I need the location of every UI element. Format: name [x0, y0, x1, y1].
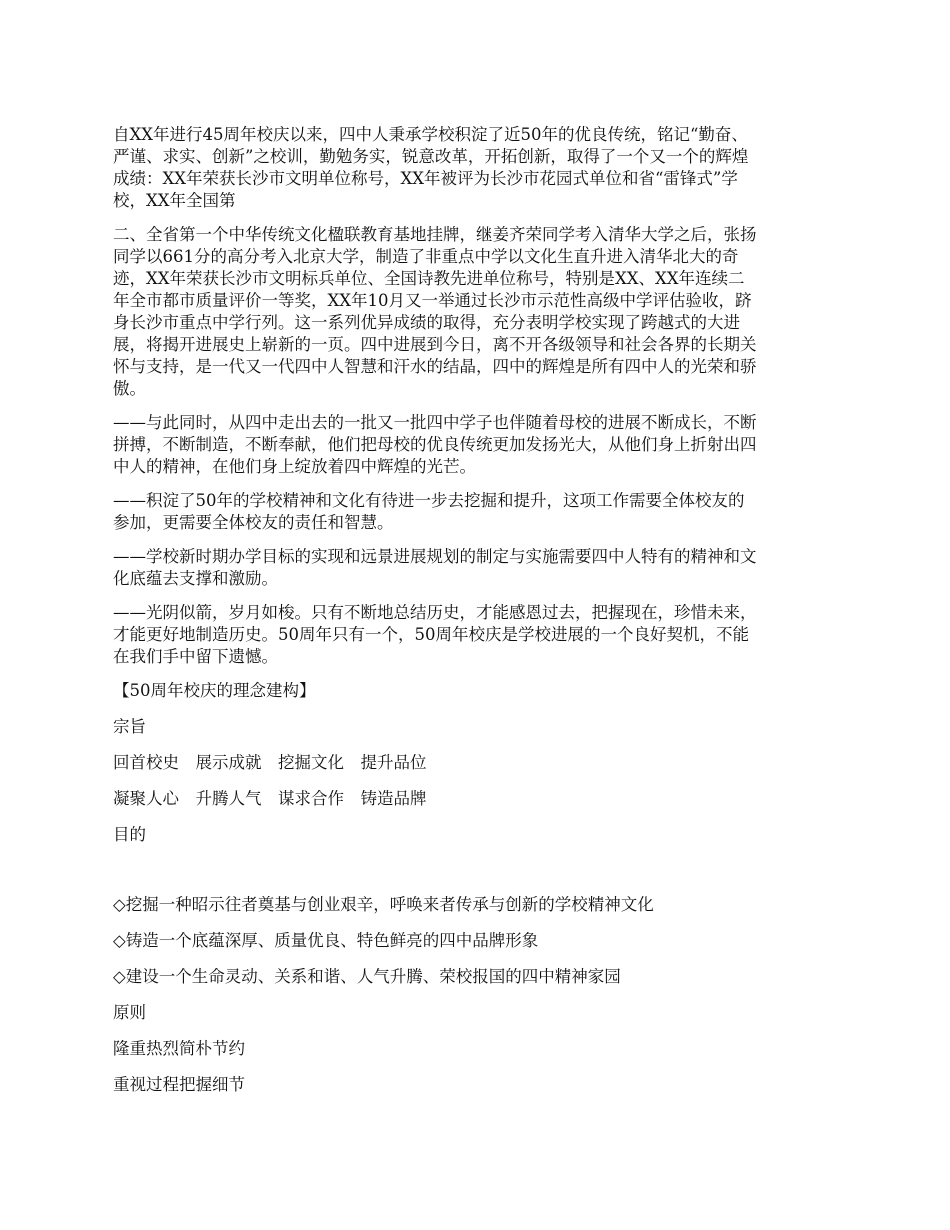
text-line: 严谨、求实、创新”之校训，勤勉务实，锐意改革，开拓创新，取得了一个又一个的辉煌: [113, 147, 749, 166]
text-line: 傲。: [113, 379, 146, 398]
purpose-line: 回首校史 展示成就 挖掘文化 提升品位: [113, 753, 427, 772]
goal-item: ◇建设一个生命灵动、关系和谐、人气升腾、荣校报国的四中精神家园: [113, 967, 621, 986]
text-line: 展，将揭开进展史上崭新的一页。四中进展到今日，离不开各级领导和社会各界的长期关: [113, 335, 757, 354]
text-line: 迹，XX年荣获长沙市文明标兵单位、全国诗教先进单位称号，特别是XX、XX年连续二: [113, 269, 745, 288]
purpose-heading: 宗旨: [113, 717, 146, 736]
paragraph-anniversary-history: [113, 124, 841, 212]
text-line: 中人的精神，在他们身上绽放着四中辉煌的光芒。: [113, 457, 476, 476]
paragraph-alumni: [113, 412, 841, 478]
document-page: [113, 124, 841, 1096]
text-line: 自XX年进行45周年校庆以来，四中人秉承学校积淀了近50年的优良传统，铭记“勤奋、: [113, 125, 748, 144]
principle-item: 重视过程把握细节: [113, 1075, 245, 1094]
section-title: 【50周年校庆的理念建构】: [113, 681, 316, 700]
paragraph-goals-planning: [113, 546, 841, 590]
text-line: 参加，更需要全体校友的责任和智慧。: [113, 513, 394, 532]
text-line: 才能更好地制造历史。50周年只有一个，50周年校庆是学校进展的一个良好契机，不能: [113, 625, 749, 644]
text-line: 同学以661分的高分考入北京大学，制造了非重点中学以文化生直升进入清华北大的奇: [113, 247, 739, 266]
purpose-line: 凝聚人心 升腾人气 谋求合作 铸造品牌: [113, 789, 427, 808]
text-line: ——与此同时，从四中走出去的一批又一批四中学子也伴随着母校的进展不断成长，不断: [113, 413, 757, 432]
text-line: 在我们手中留下遗憾。: [113, 647, 278, 666]
text-line: 成绩：XX年荣获长沙市文明单位称号，XX年被评为长沙市花园式单位和省“雷锋式”学: [113, 169, 738, 188]
paragraph-opportunity: [113, 602, 841, 668]
text-line: ——积淀了50年的学校精神和文化有待进一步去挖掘和提升，这项工作需要全体校友的: [113, 491, 745, 510]
text-line: ——光阴似箭，岁月如梭。只有不断地总结历史，才能感恩过去，把握现在，珍惜未来，: [113, 603, 757, 622]
goal-heading: 目的: [113, 825, 146, 844]
text-line: ——学校新时期办学目标的实现和远景进展规划的制定与实施需要四中人特有的精神和文: [113, 547, 757, 566]
paragraph-culture: [113, 490, 841, 534]
paragraph-achievements: [113, 224, 841, 400]
text-line: 化底蕴去支撑和激励。: [113, 569, 278, 588]
goal-item: ◇铸造一个底蕴深厚、质量优良、特色鲜亮的四中品牌形象: [113, 931, 539, 950]
principle-heading: 原则: [113, 1003, 146, 1022]
text-line: 年全市都市质量评价一等奖，XX年10月又一举通过长沙市示范性高级中学评估验收，跻: [113, 291, 752, 310]
text-line: 校，XX年全国第: [113, 191, 236, 210]
text-line: 二、全省第一个中华传统文化楹联教育基地挂牌，继姜齐荣同学考入清华大学之后，张扬: [113, 225, 757, 244]
text-line: 拼搏，不断制造，不断奉献，他们把母校的优良传统更加发扬光大，从他们身上折射出四: [113, 435, 757, 454]
text-line: 怀与支持，是一代又一代四中人智慧和汗水的结晶，四中的辉煌是所有四中人的光荣和骄: [113, 357, 757, 376]
goal-item: ◇挖掘一种昭示往者奠基与创业艰辛，呼唤来者传承与创新的学校精神文化: [113, 895, 654, 914]
principle-item: 隆重热烈简朴节约: [113, 1039, 245, 1058]
text-line: 身长沙市重点中学行列。这一系列优异成绩的取得，充分表明学校实现了跨越式的大进: [113, 313, 740, 332]
